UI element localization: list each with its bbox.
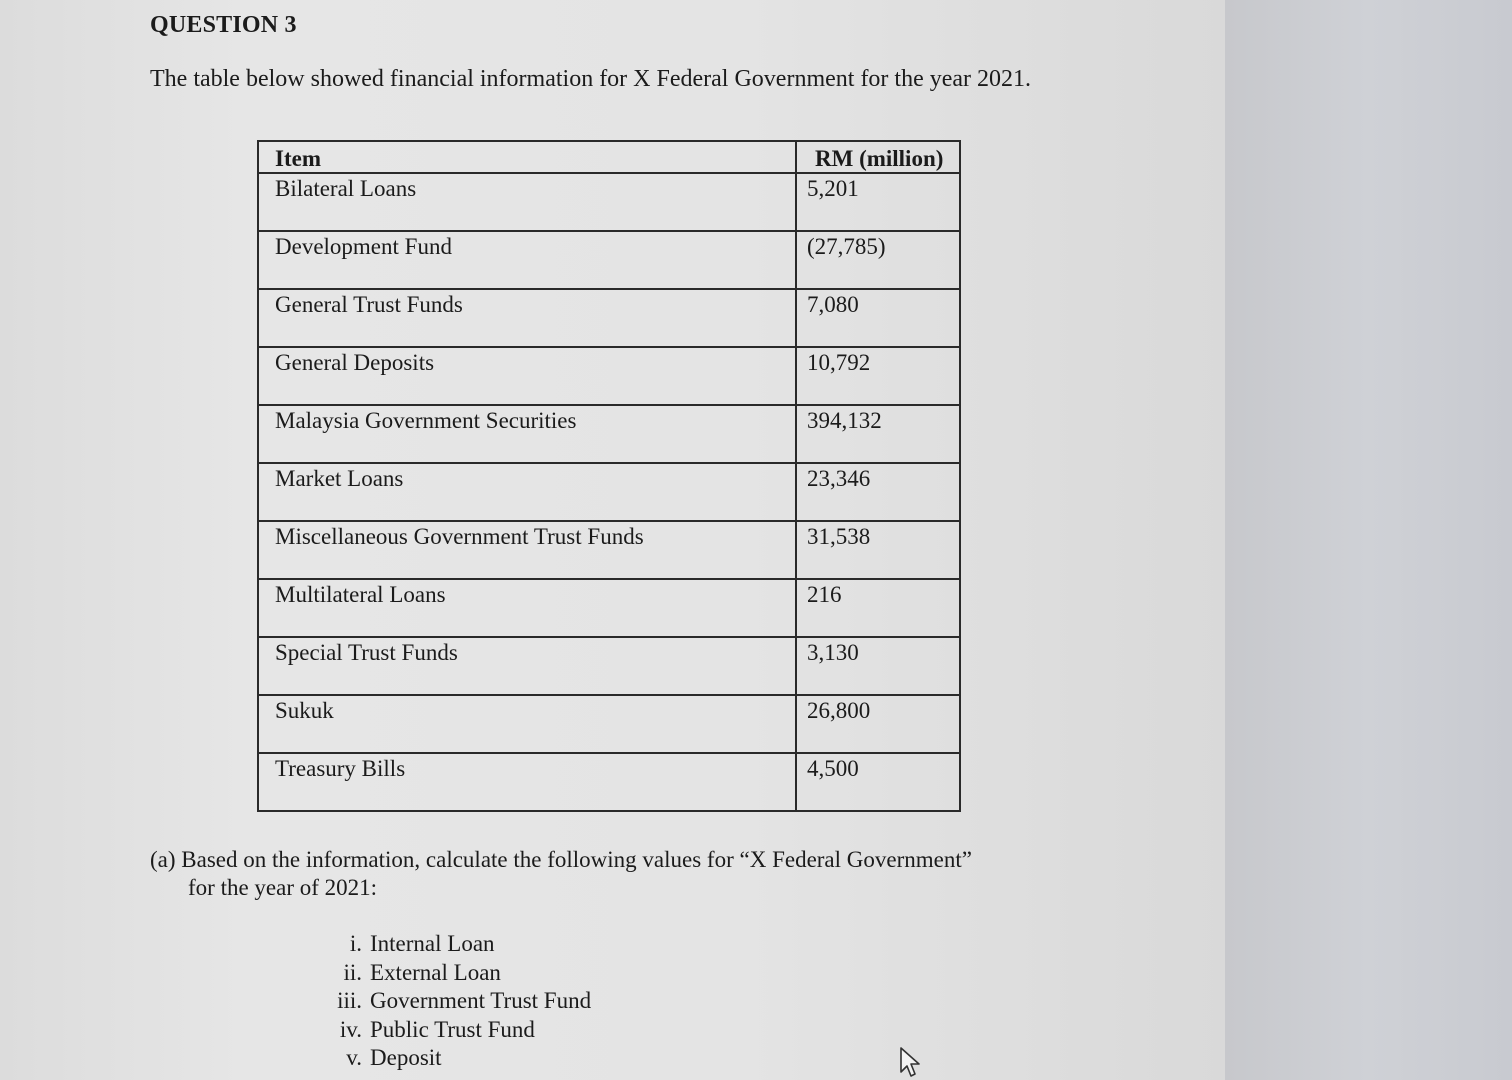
list-item — [320, 930, 591, 959]
row-value: 3,130 — [796, 637, 960, 695]
sub-question-list — [320, 930, 591, 1073]
table-row — [258, 753, 960, 811]
row-item: Market Loans — [258, 463, 796, 521]
row-item: Treasury Bills — [258, 753, 796, 811]
row-item: Bilateral Loans — [258, 173, 796, 231]
row-item: General Trust Funds — [258, 289, 796, 347]
row-value: 4,500 — [796, 753, 960, 811]
table-row — [258, 463, 960, 521]
table-row — [258, 347, 960, 405]
row-value: 216 — [796, 579, 960, 637]
table-row — [258, 405, 960, 463]
mouse-pointer-icon — [898, 1046, 924, 1078]
list-item-text: Deposit — [370, 1045, 442, 1070]
row-item: Multilateral Loans — [258, 579, 796, 637]
list-item — [320, 1044, 591, 1073]
row-value: 26,800 — [796, 695, 960, 753]
list-item — [320, 959, 591, 988]
list-item-number: i. — [349, 931, 362, 956]
list-item-text: External Loan — [370, 959, 501, 985]
table-row — [258, 289, 960, 347]
row-item: Development Fund — [258, 231, 796, 289]
list-item — [320, 987, 591, 1016]
header-value: RM (million) — [796, 141, 960, 173]
list-item — [320, 1016, 591, 1045]
table-header-row — [258, 141, 960, 173]
row-value: 23,346 — [796, 463, 960, 521]
list-item-text: Government Trust Fund — [370, 988, 592, 1013]
row-item: General Deposits — [258, 347, 796, 405]
list-item-number: iii. — [337, 988, 362, 1013]
list-item-text: Public Trust Fund — [370, 1016, 535, 1042]
question-line-1: (a) Based on the information, calculate the following values for “X Federal Government” — [150, 847, 972, 872]
row-value: 31,538 — [796, 521, 960, 579]
header-item: Item — [258, 141, 796, 173]
row-value: 10,792 — [796, 347, 960, 405]
row-item: Special Trust Funds — [258, 637, 796, 695]
table-row — [258, 521, 960, 579]
table-row — [258, 695, 960, 753]
question-line-2: for the year of 2021: — [188, 875, 378, 900]
table-row — [258, 637, 960, 695]
row-value: (27,785) — [796, 231, 960, 289]
question-heading: QUESTION 3 — [150, 12, 297, 38]
intro-text: The table below showed financial information for X Federal Government for the year 2021. — [150, 66, 1032, 92]
row-item: Miscellaneous Government Trust Funds — [258, 521, 796, 579]
list-item-number: v. — [346, 1045, 362, 1070]
table-row — [258, 231, 960, 289]
list-item-text: Internal Loan — [370, 931, 495, 956]
financial-table — [257, 140, 961, 812]
list-item-number: iv. — [339, 1016, 362, 1042]
table-row — [258, 579, 960, 637]
list-item-number: ii. — [343, 959, 362, 985]
question-text — [150, 846, 1050, 902]
row-value: 7,080 — [796, 289, 960, 347]
table-row — [258, 173, 960, 231]
row-item: Sukuk — [258, 695, 796, 753]
row-value: 394,132 — [796, 405, 960, 463]
background-area — [1225, 0, 1512, 1080]
row-value: 5,201 — [796, 173, 960, 231]
row-item: Malaysia Government Securities — [258, 405, 796, 463]
